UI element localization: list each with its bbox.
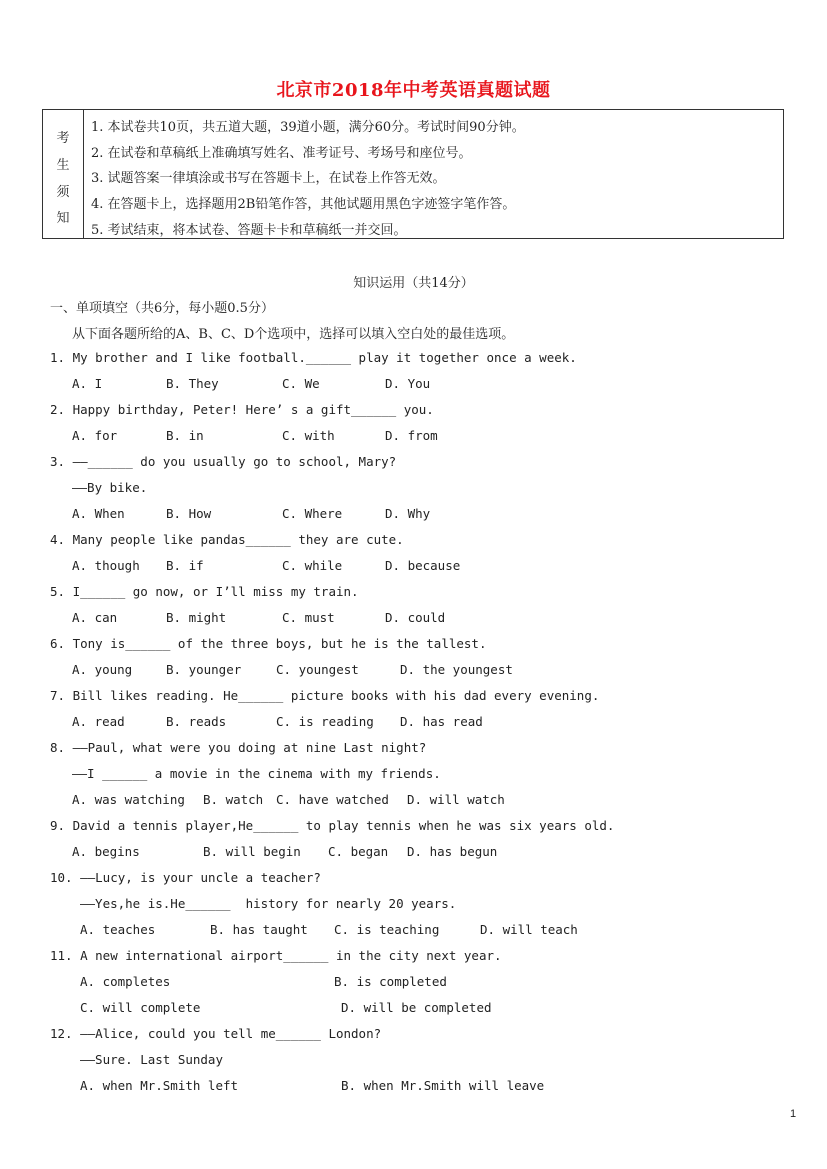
question-stem: 8. ——Paul, what were you doing at nine Last night? xyxy=(50,740,427,755)
option-a[interactable]: A. completes xyxy=(80,974,171,989)
option-b[interactable]: B. will begin xyxy=(203,844,301,859)
option-c[interactable]: C. with xyxy=(282,428,335,443)
section-heading: 知识运用（共14分） xyxy=(353,276,474,291)
option-d[interactable]: D. the youngest xyxy=(400,662,513,677)
option-a[interactable]: A. was watching xyxy=(72,792,185,807)
option-d[interactable]: D. You xyxy=(385,376,431,391)
question-stem-reply: ——By bike. xyxy=(72,480,148,495)
question-stem: 1. My brother and I like football.______ play it together once a week. xyxy=(50,350,577,365)
notice-item: 4. 在答题卡上，选择题用2B铅笔作答，其他试题用黑色字迹签字笔作答。 xyxy=(91,197,516,212)
option-b[interactable]: B. has taught xyxy=(210,922,308,937)
option-d[interactable]: D. Why xyxy=(385,506,431,521)
question-stem: 11. A new international airport______ in the city next year. xyxy=(50,948,502,963)
option-a[interactable]: A. though xyxy=(72,558,140,573)
option-c[interactable]: C. must xyxy=(282,610,335,625)
question-stem: 5. I______ go now, or I’ll miss my train. xyxy=(50,584,359,599)
question-stem: 7. Bill likes reading. He______ picture books with his dad every evening. xyxy=(50,688,600,703)
option-b[interactable]: B. reads xyxy=(166,714,227,729)
question-stem-reply: ——Yes,he is.He______ history for nearly 20 years. xyxy=(80,896,457,911)
notice-label-char: 知 xyxy=(56,211,70,226)
exam-notice-box xyxy=(42,109,784,239)
page-title: 北京市2018年中考英语真题试题 xyxy=(276,80,551,101)
question-stem: 10. ——Lucy, is your uncle a teacher? xyxy=(50,870,321,885)
option-b[interactable]: B. younger xyxy=(166,662,242,677)
option-b[interactable]: B. watch xyxy=(203,792,264,807)
notice-item: 3. 试题答案一律填涂或书写在答题卡上，在试卷上作答无效。 xyxy=(91,171,446,186)
option-c[interactable]: C. began xyxy=(328,844,389,859)
option-c[interactable]: C. while xyxy=(282,558,343,573)
option-c[interactable]: C. Where xyxy=(282,506,343,521)
option-d[interactable]: D. will teach xyxy=(480,922,578,937)
question-stem: 3. ——______ do you usually go to school, Mary? xyxy=(50,454,397,469)
option-c[interactable]: C. youngest xyxy=(276,662,359,677)
option-b[interactable]: B. How xyxy=(166,506,212,521)
option-a[interactable]: A. young xyxy=(72,662,133,677)
question-stem: 6. Tony is______ of the three boys, but he is the tallest. xyxy=(50,636,487,651)
option-a[interactable]: A. teaches xyxy=(80,922,156,937)
option-a[interactable]: A. can xyxy=(72,610,118,625)
option-d[interactable]: D. will watch xyxy=(407,792,505,807)
option-d[interactable]: D. because xyxy=(385,558,461,573)
question-stem: 12. ——Alice, could you tell me______ London? xyxy=(50,1026,382,1041)
question-stem: 2. Happy birthday, Peter! Here’ s a gift______ you. xyxy=(50,402,434,417)
question-stem-reply: ——Sure. Last Sunday xyxy=(80,1052,223,1067)
option-a[interactable]: A. when Mr.Smith left xyxy=(80,1078,239,1093)
option-b[interactable]: B. might xyxy=(166,610,227,625)
page-number: 1 xyxy=(790,1108,797,1120)
option-c[interactable]: C. will complete xyxy=(80,1000,201,1015)
option-a[interactable]: A. When xyxy=(72,506,125,521)
question-stem-reply: ——I ______ a movie in the cinema with my friends. xyxy=(72,766,441,781)
option-b[interactable]: B. if xyxy=(166,558,204,573)
question-stem: 9. David a tennis player,He______ to play tennis when he was six years old. xyxy=(50,818,615,833)
option-c[interactable]: C. have watched xyxy=(276,792,389,807)
option-a[interactable]: A. begins xyxy=(72,844,140,859)
notice-label-char: 须 xyxy=(56,185,70,200)
option-d[interactable]: D. could xyxy=(385,610,446,625)
option-b[interactable]: B. is completed xyxy=(334,974,447,989)
option-b[interactable]: B. They xyxy=(166,376,219,391)
instructions: 从下面各题所给的A、B、C、D个选项中，选择可以填入空白处的最佳选项。 xyxy=(72,327,515,342)
notice-label-char: 考 xyxy=(56,131,70,146)
option-c[interactable]: C. is teaching xyxy=(334,922,440,937)
option-d[interactable]: D. will be completed xyxy=(341,1000,492,1015)
notice-label-char: 生 xyxy=(56,158,70,173)
part-heading: 一、单项填空（共6分，每小题0.5分） xyxy=(50,301,274,316)
option-a[interactable]: A. read xyxy=(72,714,125,729)
option-c[interactable]: C. We xyxy=(282,376,320,391)
option-a[interactable]: A. I xyxy=(72,376,103,391)
option-d[interactable]: D. has begun xyxy=(407,844,498,859)
notice-label xyxy=(43,110,84,238)
option-b[interactable]: B. in xyxy=(166,428,204,443)
option-d[interactable]: D. from xyxy=(385,428,438,443)
notice-item: 2. 在试卷和草稿纸上准确填写姓名、准考证号、考场号和座位号。 xyxy=(91,146,472,161)
question-stem: 4. Many people like pandas______ they are cute. xyxy=(50,532,404,547)
option-d[interactable]: D. has read xyxy=(400,714,483,729)
notice-item: 1. 本试卷共10页，共五道大题，39道小题，满分60分。考试时间90分钟。 xyxy=(91,120,525,135)
option-b[interactable]: B. when Mr.Smith will leave xyxy=(341,1078,545,1093)
option-a[interactable]: A. for xyxy=(72,428,118,443)
notice-item: 5. 考试结束，将本试卷、答题卡卡和草稿纸一并交回。 xyxy=(91,223,407,238)
option-c[interactable]: C. is reading xyxy=(276,714,374,729)
